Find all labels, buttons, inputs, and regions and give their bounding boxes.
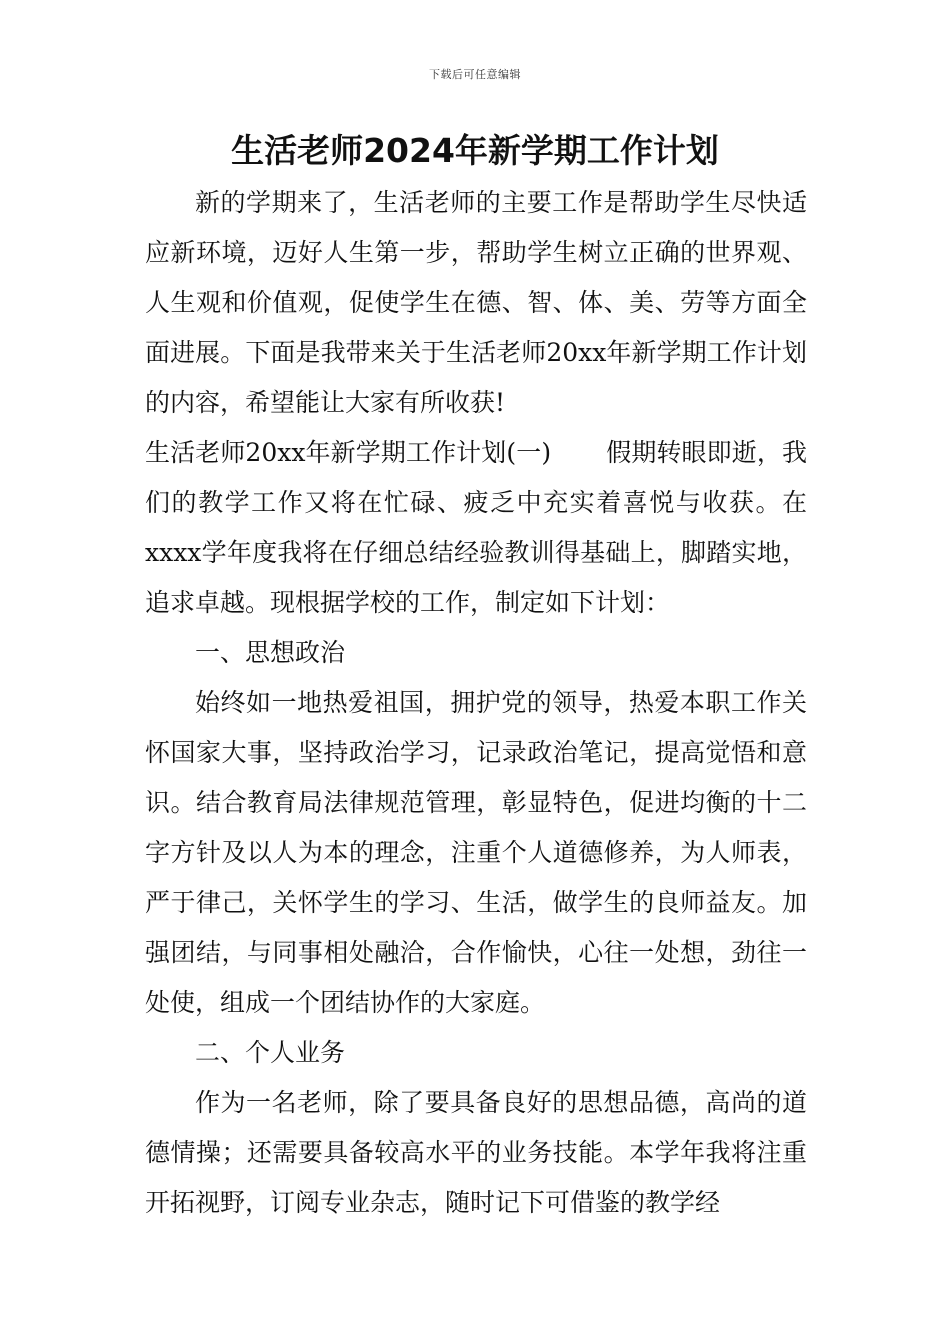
section1-heading: 一、思想政治 xyxy=(195,638,346,667)
plan-paragraph-text: 假期转眼即逝，我们的教学工作又将在忙碌、疲乏中充实着喜悦与收获。在xxxx学年度我将在仔细总结经验教训得基础上，脚踏实地，追求卓越。现根据学校的工作，制定如下计划： xyxy=(145,438,807,617)
sub-title: 生活老师20xx年新学期工作计划(一) xyxy=(145,438,552,467)
intro-paragraph: 新的学期来了，生活老师的主要工作是帮助学生尽快适应新环境，迈好人生第一步，帮助学生树立正确的世界观、人生观和价值观，促使学生在德、智、体、美、劳等方面全面进展。下面是我带来关于生活老师20xx年新学期工作计划的内容，希望能让大家有所收获! xyxy=(145,188,807,417)
header-note: 下载后可任意编辑 xyxy=(429,68,521,81)
document-title: 生活老师2024年新学期工作计划 xyxy=(231,131,719,170)
section2-heading: 二、个人业务 xyxy=(195,1038,346,1067)
section2-paragraph: 作为一名老师，除了要具备良好的思想品德，高尚的道德情操；还需要具备较高水平的业务技能。本学年我将注重开拓视野，订阅专业杂志，随时记下可借鉴的教学经 xyxy=(145,1088,807,1217)
section1-paragraph: 始终如一地热爱祖国，拥护党的领导，热爱本职工作关怀国家大事，坚持政治学习，记录政治笔记，提高觉悟和意识。结合教育局法律规范管理，彰显特色，促进均衡的十二字方针及以人为本的理念，注重个人道德修养，为人师表，严于律己，关怀学生的学习、生活，做学生的良师益友。加强团结，与同事相处融洽，合作愉快，心往一处想，劲往一处使，组成一个团结协作的大家庭。 xyxy=(145,688,807,1017)
document-body xyxy=(145,178,807,1228)
plan-paragraph xyxy=(145,428,807,628)
